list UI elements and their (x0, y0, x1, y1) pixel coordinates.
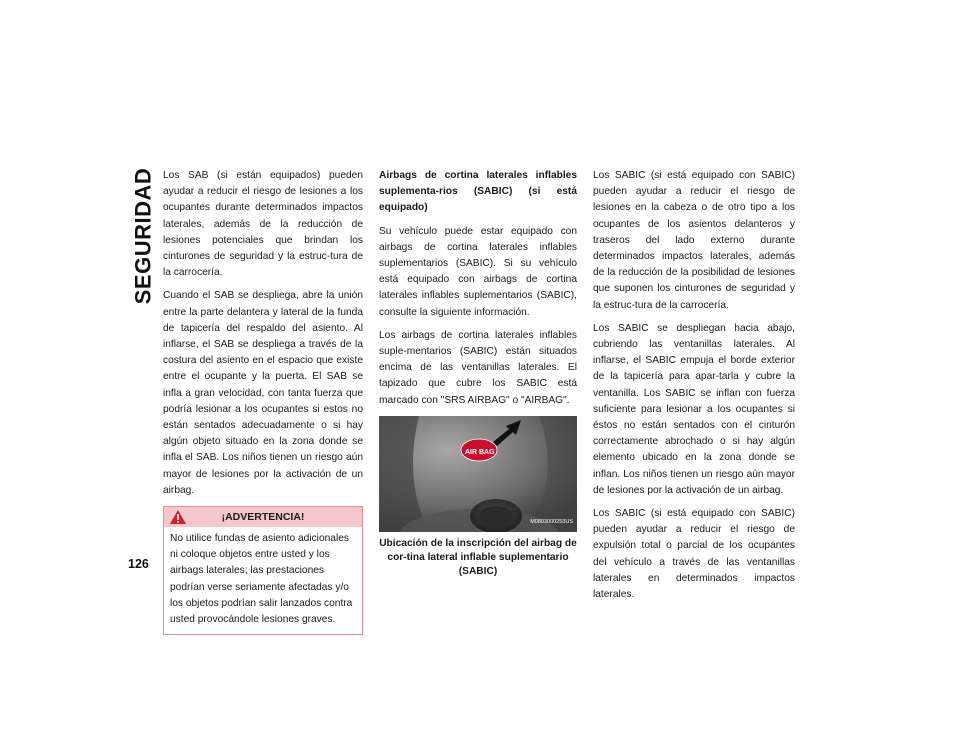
column-2 (379, 168, 577, 579)
warning-header (164, 507, 362, 527)
warning-box (163, 506, 363, 635)
paragraph: Los airbags de cortina laterales inflables suple-mentarios (SABIC) están situados encima de las ventanillas laterales. El tapizado que cubre los SABIC está marcado con "SRS AIRBAG" o "AIRBAG". (379, 329, 577, 406)
figure-code: M0803000253US (530, 518, 573, 525)
paragraph: Los SABIC se despliegan hacia abajo, cubriendo las ventanillas laterales. Al inflarse, el SABIC empuja el borde exterior de la tapicería para apar-tarla y cubre la ventanilla. Los SABIC se inflan con fuerza suficiente para lesionar a los ocupantes si éstos no están sentados con el cinturón correctamente abrochado o si hay algún elemento ubicado en la zona donde se inflan. Los niños tienen un riesgo aún mayor de lesiones por la activación de un airbag. (593, 322, 795, 496)
section-heading: Airbags de cortina laterales inflables suplementa-rios (SABIC) (si está equipado) (379, 170, 577, 214)
warning-text: No utilice fundas de asiento adicionales ni coloque objetos entre usted y los airbags laterales; las prestaciones podrían verse seriamente afectadas y/o los objetos podrían salir lanzados contra usted provocándole lesiones graves. (170, 533, 353, 626)
column-3 (593, 168, 795, 610)
column-1 (163, 168, 363, 635)
page-number: 126 (128, 557, 149, 571)
paragraph: Cuando el SAB se despliega, abre la unión entre la parte delantera y lateral de la funda de tapicería del respaldo del asiento. Al inflarse, el SAB se despliega a través de la costura del asiento en el espacio que existe entre el ocupante y la puerta. El SAB se infla a gran velocidad, con tanta fuerza que podría lesionar a los ocupantes si estos no están sentados adecuadamente o si hay algún objeto situado en la zona donde se infla el SAB. Los niños tienen un riesgo aún mayor de lesiones por la activación de un airbag. (163, 290, 363, 496)
airbag-figure (379, 416, 577, 532)
paragraph: Su vehículo puede estar equipado con airbags de cortina laterales inflables suplementarios (SABIC). Si su vehículo está equipado con airbags de cortina laterales inflables suplementarios (SABIC), consulte la siguiente información. (379, 225, 577, 318)
warning-triangle-icon (169, 509, 187, 525)
figure-caption: Ubicación de la inscripción del airbag de cor-tina lateral inflable suplementario (SABIC) (379, 537, 577, 577)
paragraph: Los SAB (si están equipados) pueden ayudar a reducir el riesgo de lesiones a los ocupantes durante determinados impactos laterales, además de la reducción de lesiones potenciales que brindan los cinturones de seguridad y la estruc-tura de la carrocería. (163, 170, 363, 279)
paragraph: Los SABIC (si está equipado con SABIC) pueden ayudar a reducir el riesgo de lesiones en la cabeza o de otro tipo a los ocupantes de los asientos delanteros y traseros del lado externo durante determinados impactos laterales, además de la reducción de la posibilidad de lesiones que suponen los cinturones de seguridad y la estruc-tura de la carrocería. (593, 170, 795, 311)
warning-title: ¡ADVERTENCIA! (221, 510, 305, 523)
section-tab-label: SEGURIDAD (130, 167, 156, 305)
airbag-badge-text: AIR BAG (465, 448, 495, 456)
paragraph: Los SABIC (si está equipado con SABIC) pueden ayudar a reducir el riesgo de expulsión total o parcial de los ocupantes del vehículo a través de las ventanillas laterales en determinados impactos laterales. (593, 508, 795, 601)
section-tab (130, 167, 156, 305)
